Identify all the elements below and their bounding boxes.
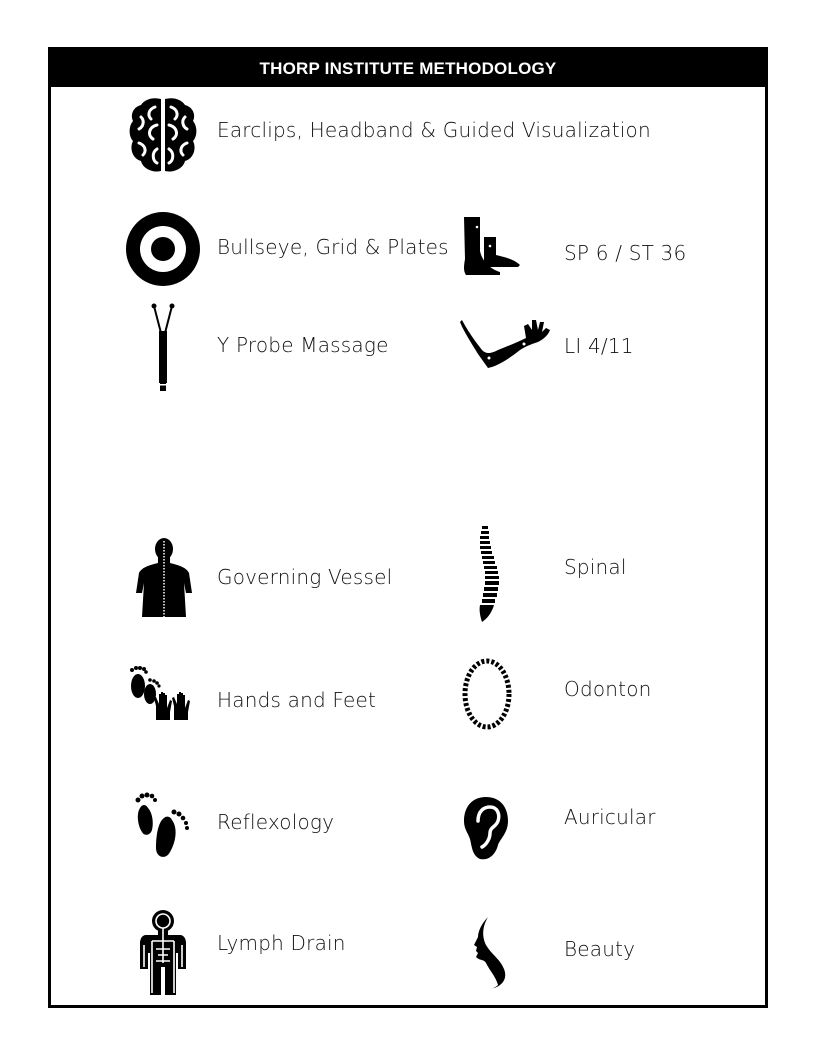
- item-label-earclips: Earclips, Headband & Guided Visualization: [217, 118, 651, 142]
- brain-icon: [127, 95, 199, 175]
- item-label-bullseye: Bullseye, Grid & Plates: [217, 235, 449, 259]
- item-label-reflexology: Reflexology: [217, 810, 335, 834]
- item-label-hands-feet: Hands and Feet: [217, 688, 377, 712]
- item-label-li4-11: LI 4/11: [564, 334, 634, 358]
- ear-icon: [462, 795, 510, 861]
- item-label-odonton: Odonton: [564, 677, 652, 701]
- page-title: THORP INSTITUTE METHODOLOGY: [51, 50, 765, 87]
- item-label-beauty: Beauty: [564, 937, 636, 961]
- item-label-auricular: Auricular: [564, 805, 656, 829]
- item-label-y-probe: Y Probe Massage: [217, 333, 389, 357]
- methodology-frame: [48, 47, 768, 1008]
- y-probe-icon: [148, 303, 178, 393]
- bullseye-icon: [125, 211, 201, 287]
- footprints-icon: [134, 792, 192, 860]
- teeth-arch-icon: [460, 657, 514, 731]
- hands-feet-icon: [126, 664, 192, 722]
- item-label-spinal: Spinal: [564, 555, 627, 579]
- item-label-sp6-st36: SP 6 / ST 36: [564, 241, 687, 265]
- item-label-lymph-drain: Lymph Drain: [217, 931, 346, 955]
- item-label-governing-vessel: Governing Vessel: [217, 565, 393, 589]
- spine-icon: [470, 524, 504, 624]
- leg-foot-icon: [460, 215, 524, 277]
- back-torso-icon: [134, 537, 194, 619]
- arm-hand-icon: [458, 318, 552, 372]
- lymph-body-icon: [138, 909, 188, 997]
- face-profile-icon: [468, 915, 508, 991]
